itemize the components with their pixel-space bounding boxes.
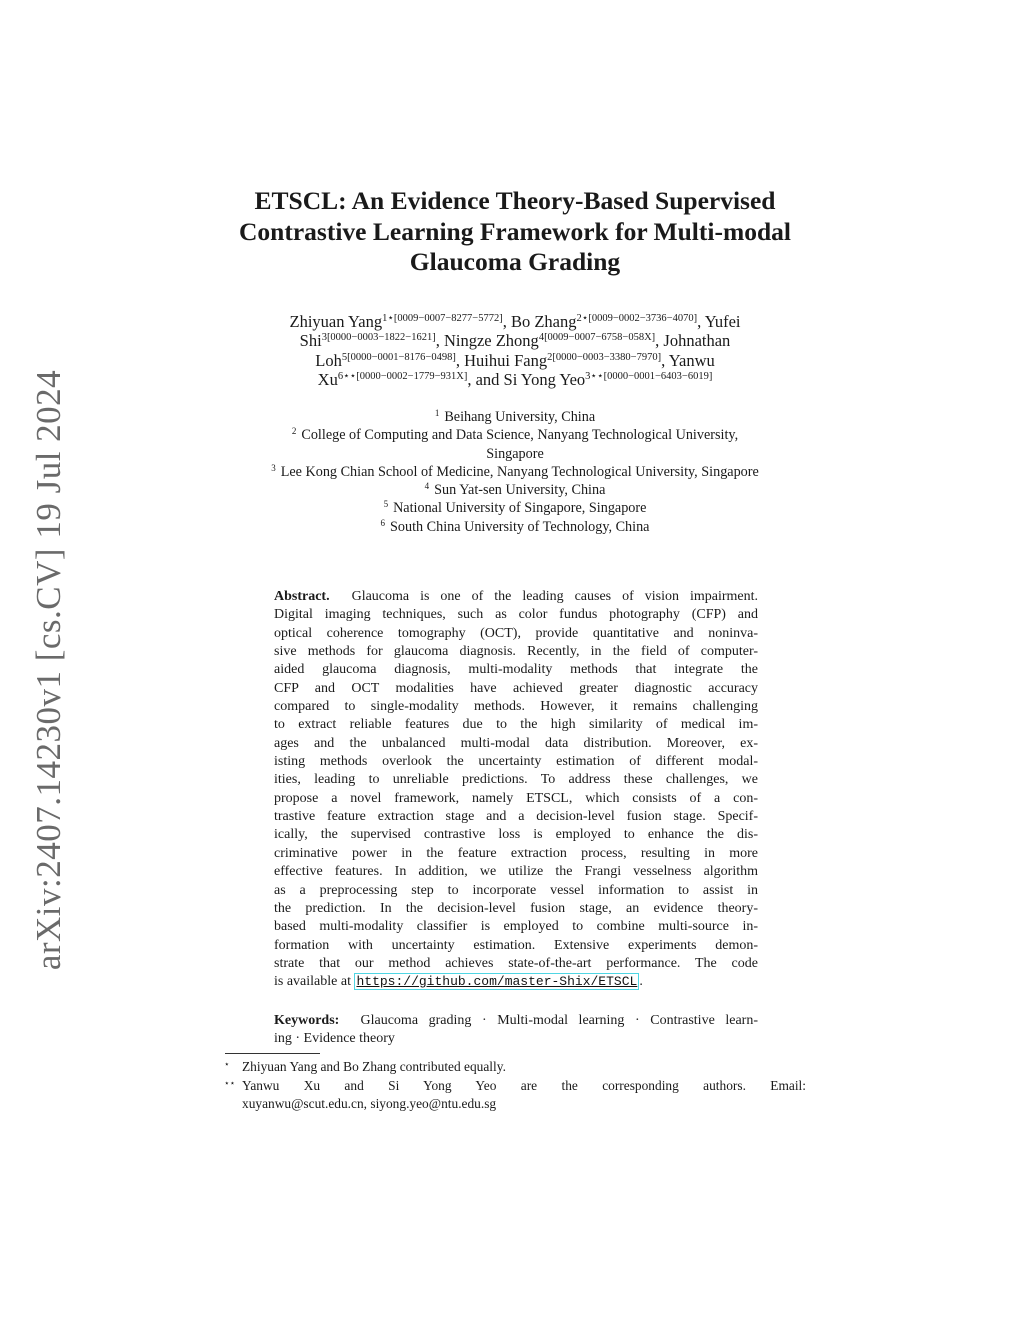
affiliation-3 — [200, 463, 830, 481]
abstract-line: sive methods for glaucoma diagnosis. Recently, in the field of computer- — [274, 644, 758, 660]
footnote-emails: xuyanwu@scut.edu.cn, siyong.yeo@ntu.edu.sg — [242, 1096, 497, 1111]
arxiv-identifier-text: arXiv:2407.14230v1 [cs.CV] 19 Jul 2024 — [29, 369, 69, 971]
author-list — [220, 312, 810, 390]
footnote-mark: ⋆ — [224, 1059, 230, 1069]
abstract-line — [274, 973, 758, 991]
abstract-text: . — [639, 974, 643, 990]
affiliation-number: 5 — [383, 499, 389, 510]
author-name: , Yufei — [697, 312, 741, 331]
author-name: , Huihui Fang — [455, 350, 548, 370]
abstract-line: formation with uncertainty estimation. Extensive experiments demon- — [274, 937, 758, 953]
affiliation-number: 6 — [380, 517, 385, 528]
affiliation-text: Beihang University, China — [444, 409, 596, 425]
footnotes — [224, 1058, 806, 1114]
affiliation-1 — [200, 408, 830, 426]
author-line-3 — [220, 351, 810, 370]
footnote-divider — [225, 1053, 320, 1054]
author-orcid: 6⋆⋆[0000−0002−1779−931X] — [337, 371, 468, 383]
abstract — [274, 588, 758, 992]
abstract-line: CFP and OCT modalities have achieved greater diagnostic accuracy — [274, 680, 758, 696]
abstract-line: isting methods overlook the uncertainty estimation of different modal- — [274, 754, 758, 770]
author-orcid: 4[0009−0007−6758−058X] — [538, 332, 656, 344]
abstract-label: Abstract. — [274, 589, 330, 604]
footnote-mark: ⋆⋆ — [224, 1077, 236, 1088]
author-orcid: 1⋆[0009−0007−8277−5772] — [382, 313, 503, 324]
abstract-line: ages and the unbalanced multi-modal data distribution. Moreover, ex- — [274, 735, 758, 751]
affiliation-number: 3 — [271, 462, 276, 473]
keywords — [274, 1012, 758, 1049]
affiliation-2 — [200, 426, 830, 444]
footnote-text: Zhiyuan Yang and Bo Zhang contributed equally. — [242, 1059, 506, 1074]
abstract-line: based multi-modality classifier is employed to combine multi-source in- — [274, 919, 758, 935]
footnote-text: Yanwu Xu and Si Yong Yeo are the corresponding authors. Email: — [242, 1077, 806, 1093]
abstract-line: Digital imaging techniques, such as color fundus photography (CFP) and — [274, 607, 758, 623]
abstract-text: is available at — [274, 974, 355, 990]
title-line-3: Glaucoma Grading — [409, 247, 621, 276]
abstract-line: compared to single-modality methods. However, it remains challenging — [274, 699, 758, 715]
affiliation-text: Lee Kong Chian School of Medicine, Nanyang Technological University, Singapore — [280, 463, 759, 480]
abstract-line: as a preprocessing step to incorporate vessel information to assist in — [274, 882, 758, 898]
abstract-line: criminative power in the feature extraction process, resulting in more — [274, 845, 758, 861]
abstract-text: Glaucoma is one of the leading causes of vision impairment. — [351, 589, 759, 604]
abstract-line: optical coherence tomography (OCT), provide quantitative and noninva- — [274, 625, 758, 641]
author-name: Loh — [315, 350, 342, 370]
affiliation-text: South China University of Technology, China — [390, 518, 650, 535]
author-name: Zhiyuan Yang — [289, 312, 383, 331]
author-line-1 — [220, 312, 810, 331]
title-line-2: Contrastive Learning Framework for Multi-modal — [239, 216, 791, 246]
title-line-1: ETSCL: An Evidence Theory-Based Supervised — [254, 186, 776, 215]
author-name: , Ningze Zhong — [435, 331, 539, 351]
affiliation-text: Sun Yat-sen University, China — [434, 482, 606, 499]
footnote-corresponding-authors — [224, 1077, 806, 1114]
affiliation-list — [200, 408, 830, 536]
abstract-line: effective features. In addition, we utilize the Frangi vesselness algorithm — [274, 864, 758, 880]
footnote-equal-contribution — [224, 1058, 806, 1077]
abstract-line: ities, leading to unreliable predictions. To address these challenges, we — [274, 772, 758, 788]
affiliation-5 — [200, 499, 830, 517]
author-orcid: 2⋆[0009−0002−3736−4070] — [576, 313, 698, 324]
author-name: , Johnathan — [655, 331, 731, 351]
keywords-line — [274, 1012, 758, 1030]
affiliation-4 — [200, 481, 830, 499]
abstract-line: propose a novel framework, namely ETSCL, which consists of a con- — [274, 790, 758, 806]
affiliation-2-continued: Singapore — [486, 445, 544, 462]
affiliation-6 — [200, 518, 830, 536]
keywords-line: ing · Evidence theory — [274, 1031, 395, 1047]
keywords-label: Keywords: — [274, 1013, 340, 1028]
abstract-line: ically, the supervised contrastive loss is employed to enhance the dis- — [274, 827, 758, 843]
author-orcid: 2[0000−0003−3380−7970] — [547, 351, 662, 363]
author-orcid: 3[0000−0003−1822−1621] — [321, 332, 436, 344]
author-line-4 — [220, 370, 810, 389]
keywords-text: Glaucoma grading · Multi-modal learning · Contrastive learn- — [360, 1013, 759, 1028]
author-orcid: 5[0000−0001−8176−0498] — [341, 351, 456, 363]
paper-title — [200, 186, 830, 278]
abstract-line: to extract reliable features due to the high similarity of medical im- — [274, 717, 758, 733]
code-repository-link[interactable]: https://github.com/master-Shix/ETSCL — [356, 974, 638, 990]
author-name: , and Si Yong Yeo — [467, 370, 586, 390]
author-name: , Bo Zhang — [502, 312, 577, 331]
author-name: Shi — [299, 331, 322, 351]
abstract-line: strate that our method achieves state-of-the-art performance. The code — [274, 955, 758, 971]
abstract-line: aided glaucoma diagnosis, multi-modality methods that integrate the — [274, 662, 758, 678]
affiliation-text: College of Computing and Data Science, Nanyang Technological University, — [301, 427, 739, 444]
arxiv-identifier-stamp — [28, 365, 70, 975]
author-name: , Yanwu — [661, 350, 715, 370]
affiliation-number: 2 — [291, 426, 297, 437]
author-name: Xu — [317, 370, 338, 390]
affiliation-number: 4 — [424, 481, 430, 492]
affiliation-text: National University of Singapore, Singapore — [393, 500, 647, 517]
abstract-line: trastive feature extraction stage and a decision-level fusion stage. Specif- — [274, 809, 758, 825]
author-orcid: 3⋆⋆[0000−0001−6403−6019] — [585, 371, 713, 383]
author-line-2 — [220, 331, 810, 350]
abstract-line: the prediction. In the decision-level fusion stage, an evidence theory- — [274, 900, 758, 916]
affiliation-number: 1 — [434, 408, 440, 418]
abstract-line — [274, 588, 758, 606]
